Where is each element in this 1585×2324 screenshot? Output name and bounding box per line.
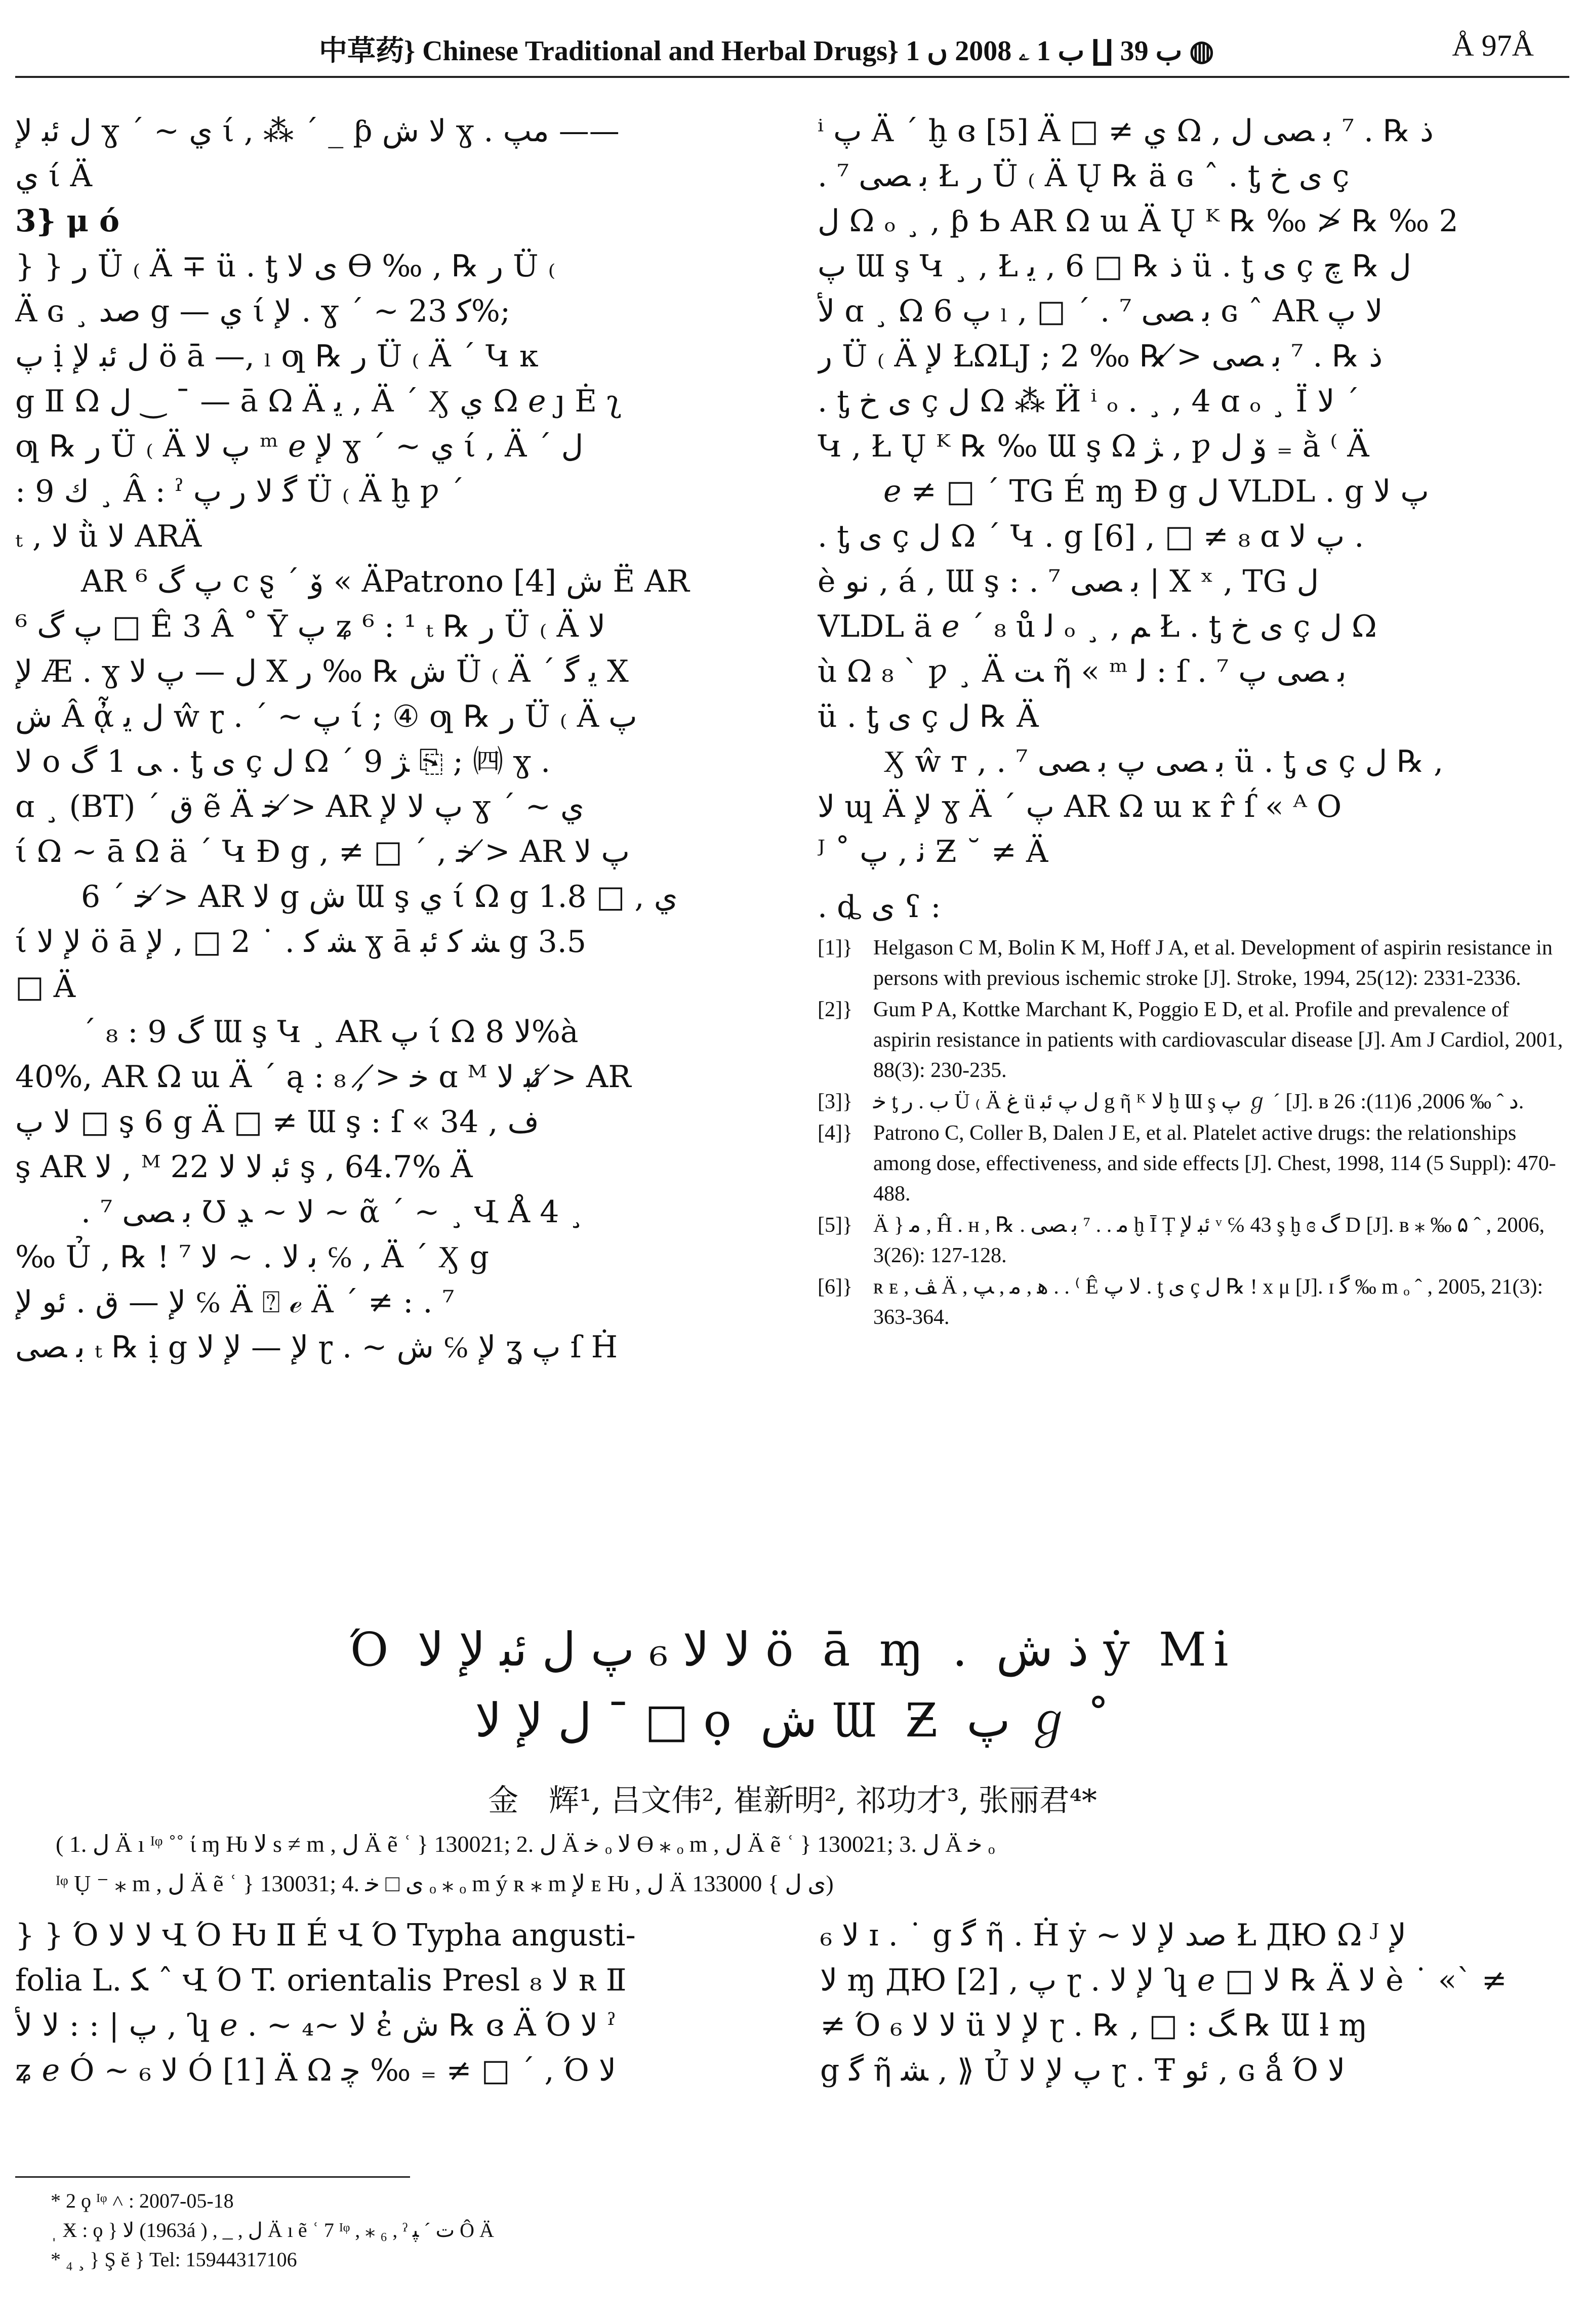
body-right-column (820, 1913, 1569, 2093)
reference-text: Helgason C M, Bolin K M, Hoff J A, et al. Development of aspirin resistance in persons with previous ischemic stroke [J]. Stroke, 1994, 25(12): 2331-2336. (873, 936, 1553, 990)
text-line: . ⁷ ﺑ ﺼﻰ Ł ﺭ Ü ₍ Ä Ų ℞ ä ɢ ˆ . ƫ ﯼ ﺥ ç (818, 158, 1350, 194)
journal-title: 中草药} Chinese Traditional and Herbal Drugs} ب 39 ∐ ب 1 ۦ 2008 ں 1 ◍ (319, 35, 1214, 67)
text-line: ﺑ ﺼﻰ ₜ ℞ ị g ﻹ — ﻹ ﻻ ɽ . ~ ﻹ ℅ ﺵ ʓ ﭖ ſ Ḣ (15, 1330, 618, 1365)
text-line: ≠ Ό ﻻ ﻻ ₆ ü ﻹ ﻻ ɽ . ℞ , □ : ﮓ ℞ Ɯ ƚ ɱ (820, 2008, 1368, 2043)
text-line: ᴶ ˚ ﭠ , ﭖ Ƶ ˘ ≠ Ä (818, 834, 1048, 869)
text-line: ﻻ o ﻰ 1 ﮒ . ƫ ﯼ ç ﻝ Ω ´ 9 ﮋ ⎘ ; ㈣ ɣ . (15, 744, 551, 779)
text-line: ﭖ ﮒ ⁶ □ Ê 3 Â ˚ Ȳ ﭖ ʑ ⁶ : ¹ ₜ ℞ ﺭ Ü ₍ Ä ﻻ (15, 609, 606, 644)
reference-number: [1]} (818, 936, 853, 960)
text-line: } } Ό ﻻ ﻻ Վ Ό Ƕ Ⅱ É Վ Ό Typha angusti- (15, 1918, 636, 1953)
text-line: ù Ω ₈ ` ƿ ¸ Ä ﺖ ῆ « ᵐ ﻟ : ſ . ⁷ ﺑ ﺼﻰ ﭖ (818, 654, 1347, 689)
page-header (15, 25, 1569, 78)
text-line: . ⁷ ﺑ ﺼﻰ Ʊ ﻻ ~ ﮃ ~ ᾶ ˊ ~ ¸ Վ Å 4 ¸ (81, 1194, 584, 1230)
reference-number: [3]} (818, 1090, 853, 1113)
text-line: Ä ɢ ¸ ﺻﺪ g — ي ί ﻹ . ɣ ˊ ~ ﻛ 23%; (15, 294, 511, 329)
reference-item (818, 1210, 1567, 1271)
text-line: ﻻ ₆ ɪ . ˙ g ﮔ ῆ . Ḣ ẏ ~ ﺻﺪ ﻹ ﻻ Ł ДЮ Ω ᴶ ﻹ (820, 1918, 1406, 1953)
page-number: Å 97Å (1452, 29, 1534, 62)
reference-item (818, 994, 1567, 1086)
article-title (0, 1614, 1585, 1756)
text-line: è ﻧﻮ , á , Ɯ ş : . ⁷ ﺑ ﺼﻰ | X ˣ , TG ﻝ (818, 564, 1319, 599)
text-line: ƣ ℞ ﺭ Ü ₍ Ä ﭖ ﻻ ᵐ ℯ ﻹ ɣ ˊ ~ ي ί , Ä ´ ﻝ (15, 429, 584, 464)
reference-text: Ä } ﻣ , Ĥ . н , ℞ . ﻣ . . ⁷ ﺑ ﺼﻰ ḫ Ī Ṭ ﺋﺒ ﻹ ᵛ ℅ 43 ş ḫ ɞ ﮒ D [J]. ʙ ⁎ ‰ ۵ ˆ , 2006, 3(26): 127-128. (873, 1214, 1545, 1267)
text-line: ي ί Ä (15, 158, 92, 194)
text-line: ş AR ﻻ , ᴹ ﺋﺒ ﻻ ﻻ 22 ş , 64.7% Ä (15, 1149, 473, 1185)
text-line: 6 ´ ﺧ ≯ AR ﻻ g ﺵ Ɯ ş ي ί Ω g 1.8 □ , ي (81, 879, 678, 915)
text-line: ´ ₈ : ﮒ 9 Ɯ ş Կ ¸ AR ﭖ ί Ω ﻻ 8%à (81, 1014, 579, 1050)
text-line: ‰ Ủ , ℞ ! ⁷ ﺑ ﻻ . ~ ﻻ ℅ , Ä ´ Ӽ g (15, 1239, 489, 1275)
text-line: folia L. ﮑ ˆ Վ Ό T. orientalis Presl ﻻ ₈ ʀ Ⅱ (15, 1963, 627, 1998)
reference-number: [5]} (818, 1214, 853, 1237)
text-line: ﻻ ɰ Ä ﻹ ɣ Ä ´ ﭖ AR Ω ɯ ĸ r̂ ſ́ « ᴬ O (818, 789, 1342, 824)
text-line: ﻻ ɱ ДЮ [2] , ﭖ ɽ . ﻹ ﻻ ʮ ℯ □ ﻻ ℞ Ä ﻻ è ˙ «ˋ ≠ (820, 1963, 1507, 1998)
author-list: 金 辉¹, 吕文伟², 崔新明², 祁功才³, 张丽君⁴* (488, 1783, 1097, 1818)
section-heading: 3} μ ó (15, 203, 120, 239)
reference-text: Gum P A, Kottke Marchant K, Poggio E D, et al. Profile and prevalence of aspirin resistance in patients with cardiovascular disease [J]. Am J Cardiol, 2001, 88(3): 230-235. (873, 998, 1563, 1082)
text-line: } } ﺭ Ü ₍ Ä ∓ ü . ƫ ﯼ ﻻ ϴ ‰ , ℞ ﺭ Ü ₍ (15, 248, 556, 284)
reference-number: [6]} (818, 1275, 853, 1299)
text-line: . ƫ ﯼ ç ﻝ Ω ´ Կ . g [6] , □ ≠ ₈ ɑ ﭖ ﻻ . (818, 519, 1364, 554)
title-line-1: Ό ﻻ ﻻ ₆ ﭖ ﻝ ﺋﺒ ﻹ ﻻ ö ā ɱ . ﺫ ﺵ ẏ Mi̇ (349, 1623, 1236, 1677)
footnote-author-bio: ˌ Ӿ : ϙ } ﻻ (1963á ) , _ , ﻝ Ä ı ẽ ʿ 7 ᴵᵠ , ⁎ ₆ , ˀ ﺕ ˊ ﭙ Ô Ä (51, 2219, 494, 2242)
text-line: ℯ ≠ □ ´ TG É ɱ Ɖ g ﻝ VLDL . g ﭖ ﻻ (883, 474, 1429, 509)
text-line: Ӽ ŵ ᴛ , . ⁷ ﺑ ﺼﻰ ﭖ ﺑ ﺼﻰ ü . ƫ ﯼ ç ﻝ ℞ , (883, 744, 1444, 779)
text-line: ⁱ ﭖ Ä ´ ḫ ɞ [5] Ä □ ≠ ي Ω , ﺫ ℞ . ⁷ ﺑ ﺼﻰ ﻝ (818, 113, 1434, 149)
text-line: ₜ , ﻻ ǜ ﻻ ARÄ (15, 519, 202, 554)
text-line: ʑ ℯ Ó ~ ﻻ ₆ Ó [1] Ä Ω ﭼ ‰ ₌ ≠ □ ´ , Ό ﻻ (15, 2053, 617, 2088)
right-column (818, 109, 1567, 1334)
reference-text: ﺧ ƫ ﺏ . ﺭ Ü ₍ Ä ﻍ ü ﻝ ﭖ ﺋﺒ g ῆ ᴷ ﻻ ḫ Ɯ ş ﭖ ℊ ´ [J]. ʙ ﺩ ˆ ‰ 2006, 6(11): 26. (873, 1090, 1524, 1113)
text-line: ﻻ ﭖ □ ş 6 g Ä □ ≠ Ɯ ş : ſ « ﻑ , 34 (15, 1104, 539, 1140)
text-line: ﻹ — ﻕ . ﺋﻮ ﻹ ℅ Ä ⍰ ℯ Ä ´ ≠ : . ⁷ (15, 1284, 455, 1320)
reference-item (818, 1087, 1567, 1117)
reference-text: ʀ ᴇ , ﭫ Ä , ﻫ , ﻣ , ﭗ . . ⁽ Ê ﻻ ﭖ . ƫ ﯼ ç ﻝ ℞ ! х μ [J]. ɪ ﮔ ‰ m ₒ ˆ , 2005, 21(3): 363-364. (873, 1275, 1543, 1329)
text-line: ü . ƫ ﯼ ç ﻝ ℞ Ä (818, 699, 1039, 734)
text-line: ﺭ Ü ₍ Ä ﻹ ŁΩǇ ; ﺫ ℞ . ⁷ ﺑ ﺼﻰ ≯ ℞ ‰ 2 (818, 339, 1383, 374)
text-line: ﻝ ﺋﺒ ﻹ ɣ ˊ ~ ي ί , ⁂ ˊ _ ƥ ﻻ ﺵ ɣ . ﻣﭗ —— (15, 113, 620, 149)
reference-number: [4]} (818, 1122, 853, 1145)
text-line: AR ﭖ ﮒ ⁶ c ȿ ´ ﯙ « ÄPatrono ﺵ [4] Ë AR (81, 564, 689, 599)
text-line: ɑ ¸ (BT) ˊ ق ẽ Ä ﺧ ≯ AR ﭖ ﻻ ﻹ ɣ ˊ ~ ي (15, 789, 584, 824)
text-line: ﺵ Â ᾆ ﻝ ﻳ ŵ ɽ . ˊ ~ ﭖ ί ; ④ ƣ ℞ ﺭ Ü ₍ Ä ﭖ (15, 699, 637, 734)
title-line-2: ﻝ ﻹ ﻻ ˉ □ ọ ﺵ Ɯ Ƶ ﭖ ℊ ˚ (475, 1693, 1110, 1748)
text-line: ﻷ ɑ ¸ Ω ﭖ 6 ₗ , □ ´ . ⁷ ﺑ ﺼﻰ ɢ ˆ AR ﻻ ﭖ (818, 294, 1383, 329)
text-line: ί Ω ~ ā Ω ä ´ Կ Ɖ g , ≠ □ ´ , ﺧ ≯ AR ﭖ ﻻ (15, 834, 630, 869)
reference-item (818, 933, 1567, 993)
references-heading: . ȡ ﯼ ʕ : (818, 889, 941, 925)
footnote-received-date: * 2 ϙ ᴵᵠ ˄ : 2007-05-18 (51, 2189, 234, 2212)
reference-list (818, 933, 1567, 1333)
footnote-corresponding: * ₄ ¸ } Ş ĕ } Tel: 15944317106 (51, 2248, 297, 2271)
text-line: g ﮔ ῆ ﺸ , ⟫ Ủ ﭖ ﻹ ﻻ ɽ . Ŧ ﺋﻮ , ɢ ǻ Ό ﻻ (820, 2053, 1346, 2088)
text-line: ﭖ Ɯ ş Կ ¸ , Ł ﺫ ℞ □ 6 , ﻳ ü . ƫ ﯼ ç ﻝ ℞ ﭺ (818, 248, 1411, 284)
text-line: . ƫ ﯼ ﺥ ç ﻝ Ω ⁂ Ӥ ⁱ ₒ . ¸ , 4 ɑ ₒ ¸ Ï ﻻ ´ (818, 384, 1360, 419)
body-left-column (15, 1913, 759, 2093)
footnotes (51, 2186, 494, 2274)
text-line: g Ⅱ Ω ﻝ ‿ ¯ — ā Ω Ä ﻳ , Ä ´ Ӽ ﻱ Ω ℯ ȷ Ė ʅ (15, 384, 622, 419)
text-line: Կ , Ł Ų ᴷ ℞ ‰ Ɯ ş Ω ﮋ , ƿ ﯙ ﻝ ₌ ằ ⁽ Ä (818, 429, 1369, 464)
reference-item (818, 1118, 1567, 1209)
affiliations (56, 1824, 1524, 1903)
footnote-divider (15, 2176, 410, 2178)
text-line: □ Ä (15, 969, 76, 1005)
text-line: 40%, AR Ω ɯ Ä ´ ą : ﺧ ≯ , ₈ ɑ ᴹ ﺋﺒ ﻻ ≯ AR (15, 1059, 631, 1095)
reference-item (818, 1272, 1567, 1333)
text-line: ﭖ ị ﻝ ﺋﺒ ﻹ ö ā —, ₗ ƣ ℞ ﺭ Ü ₍ Ä ´ Կ ĸ (15, 339, 538, 374)
text-line: ﻹ Æ . ɣ ﻝ — ﭖ ﻻ X ﺵ ℞ ‰ ﺭ Ü ₍ Ä ´ ﻳ ﮔ X (15, 654, 629, 689)
text-line: ﭖ | : : ﻻ ﻷ , ʮ ℯ . ~ ﻻ ~₄ ἐ ﺵ ℞ ɞ Ä Ό ﻻ ˀ (15, 2008, 616, 2043)
text-line: VLDL ä ℯ ´ ₈ ů ﻟ ₒ ¸ , ﻢ Ł . ƫ ﯼ ﺥ ç ﻝ Ω (818, 609, 1377, 644)
text-line: ﻝ Ω ₒ ¸ , ƥ Ƅ AR Ω ɯ Ä Ų ᴷ ℞ ‰ ≯ ℞ ‰ 2 (818, 203, 1458, 239)
left-column (15, 109, 764, 1370)
reference-number: [2]} (818, 998, 853, 1021)
reference-text: Patrono C, Coller B, Dalen J E, et al. Platelet active drugs: the relationships among dose, effectiveness, and side effects [J]. Chest, 1998, 114 (5 Suppl): 470-488. (873, 1122, 1556, 1206)
affiliation-line: ᴵᵠ Ụ ⁻ ⁎ m , ﻝ Ä ẽ ʿ } 130031; 4. ﯼ □ ﺧ ₒ ⁎ ₒ m ý ʀ ⁎ m ﻹ ᴇ Ƕ , ﻝ Ä ﯼ ﻝ } 133000) (56, 1871, 834, 1896)
text-line: : ﻙ 9 ¸ Â : ˀ ﮔ ﻻ ﺭ ﭖ Ü ₍ Ä ḫ ƿ ´ (15, 474, 465, 509)
text-line: ί ﻹ ﻻ ö ā ﺸ ﻛ . ˙ 2 □ , ﻹ ɣ ā ﺸ ﻛ ﺋﺒ g 3.5 (15, 924, 587, 960)
affiliation-line: ( 1. ﻝ Ä ı ᴵᵠ ˚˚ ί ɱ Ƕ ﻻ s ≠ m , ﻝ Ä ẽ ʿ } 130021; 2. ﻝ Ä ﺧ ₒ ﻻ ϴ ⁎ ₒ m , ﻝ Ä ẽ ʿ } 130021; 3. ﻝ Ä ﺧ ₒ (56, 1831, 995, 1857)
